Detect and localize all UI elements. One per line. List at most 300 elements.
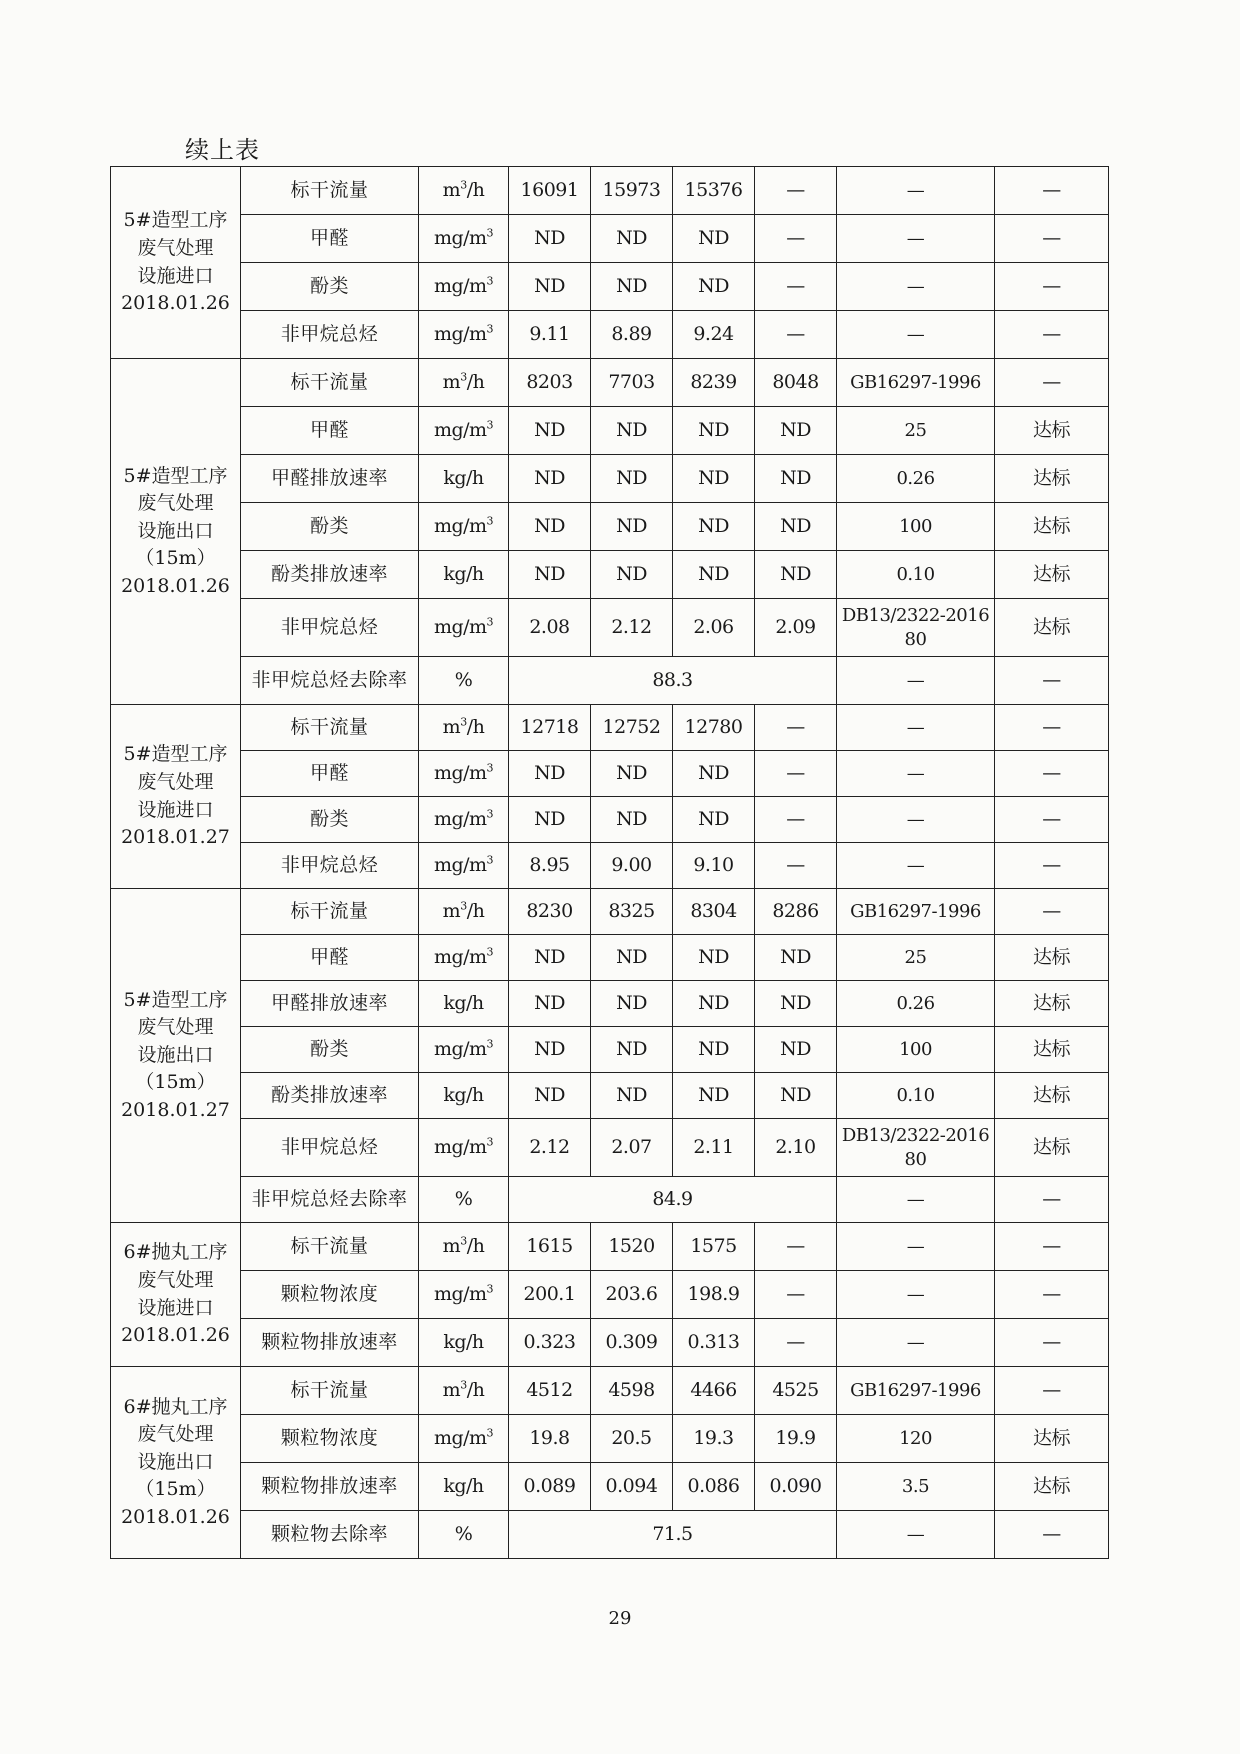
- standard-cell: [837, 263, 995, 311]
- value-cell: ND: [591, 503, 673, 551]
- value-cell: 8304: [673, 889, 755, 935]
- superscript: 3: [486, 945, 494, 959]
- item-cell: 颗粒物浓度: [241, 1271, 419, 1319]
- standard-cell: [837, 1463, 995, 1511]
- value-cell: 9.00: [591, 843, 673, 889]
- table-row: [111, 843, 1109, 889]
- standard-line: 25: [904, 946, 927, 968]
- standard-line: GB16297-1996: [850, 1379, 981, 1401]
- value-cell: 0.309: [591, 1319, 673, 1367]
- standard-cell: [837, 599, 995, 657]
- value-cell: 0.086: [673, 1463, 755, 1511]
- standard-cell: [837, 1511, 995, 1559]
- unit-cell: $m^3/h$: [419, 705, 509, 751]
- item-cell: 非甲烷总烃: [241, 1119, 419, 1177]
- value-cell: 9.11: [509, 311, 591, 359]
- value-cell: ND: [673, 797, 755, 843]
- item-cell: 颗粒物排放速率: [241, 1463, 419, 1511]
- value-cell: ND: [673, 935, 755, 981]
- result-cell: —: [995, 1223, 1109, 1271]
- item-cell: 酚类: [241, 797, 419, 843]
- item-cell: 甲醛排放速率: [241, 981, 419, 1027]
- standard-cell: [837, 551, 995, 599]
- superscript: 3: [486, 514, 494, 528]
- standard-cell: [837, 1177, 995, 1223]
- result-cell: —: [995, 1271, 1109, 1319]
- result-cell: —: [995, 797, 1109, 843]
- standard-line: 80: [904, 1148, 927, 1170]
- value-cell: ND: [509, 1073, 591, 1119]
- value-cell: —: [755, 797, 837, 843]
- value-cell: —: [755, 1319, 837, 1367]
- item-cell: 酚类: [241, 503, 419, 551]
- unit-cell: $mg/m^3$: [419, 407, 509, 455]
- site-line: 2018.01.26: [121, 1505, 230, 1528]
- table-row: [111, 1463, 1109, 1511]
- table-row: [111, 797, 1109, 843]
- result-cell: —: [995, 167, 1109, 215]
- table-row: [111, 215, 1109, 263]
- value-cell: 4598: [591, 1367, 673, 1415]
- superscript: 3: [486, 1426, 494, 1440]
- standard-line: —: [906, 1523, 925, 1545]
- standard-cell: [837, 705, 995, 751]
- standard-line: 100: [899, 1038, 932, 1060]
- standard-cell: [837, 1073, 995, 1119]
- value-cell: —: [755, 1271, 837, 1319]
- standard-line: DB13/2322-2016: [841, 605, 990, 627]
- superscript: 3: [460, 899, 467, 913]
- superscript: 3: [486, 1282, 494, 1296]
- table-row: [111, 263, 1109, 311]
- item-cell: 非甲烷总烃: [241, 311, 419, 359]
- value-cell: 2.07: [591, 1119, 673, 1177]
- item-cell: 非甲烷总烃去除率: [241, 1177, 419, 1223]
- standard-line: GB16297-1996: [850, 371, 981, 393]
- table-row: [111, 359, 1109, 407]
- result-cell: —: [995, 1177, 1109, 1223]
- value-cell: 203.6: [591, 1271, 673, 1319]
- monitoring-results-table: [110, 166, 1109, 1559]
- value-cell: 8325: [591, 889, 673, 935]
- standard-line: —: [906, 808, 925, 830]
- value-cell: ND: [755, 503, 837, 551]
- value-cell: 198.9: [673, 1271, 755, 1319]
- value-cell: 4512: [509, 1367, 591, 1415]
- value-cell: 12752: [591, 705, 673, 751]
- site-line: 废气处理: [137, 1268, 214, 1291]
- value-cell: ND: [673, 215, 755, 263]
- site-line: 设施进口: [137, 1296, 214, 1319]
- value-cell: 9.24: [673, 311, 755, 359]
- value-cell: 4525: [755, 1367, 837, 1415]
- table-row: [111, 503, 1109, 551]
- item-cell: 非甲烷总烃: [241, 599, 419, 657]
- item-cell: 非甲烷总烃去除率: [241, 657, 419, 705]
- standard-line: —: [906, 275, 925, 297]
- standard-line: DB13/2322-2016: [841, 1125, 990, 1147]
- site-cell: [111, 889, 241, 1223]
- value-cell: ND: [591, 407, 673, 455]
- item-cell: 甲醛: [241, 751, 419, 797]
- standard-cell: [837, 1271, 995, 1319]
- table-row: [111, 1319, 1109, 1367]
- unit-cell: $mg/m^3$: [419, 599, 509, 657]
- unit-cell: %: [419, 657, 509, 705]
- value-cell: ND: [591, 981, 673, 1027]
- value-cell: ND: [755, 1073, 837, 1119]
- superscript: 3: [486, 418, 494, 432]
- unit-cell: $mg/m^3$: [419, 751, 509, 797]
- result-cell: —: [995, 311, 1109, 359]
- value-cell: 8.89: [591, 311, 673, 359]
- standard-line: —: [906, 179, 925, 201]
- removal-rate-cell: 71.5: [509, 1511, 837, 1559]
- unit-cell: $m^3/h$: [419, 1367, 509, 1415]
- value-cell: ND: [591, 1073, 673, 1119]
- standard-line: —: [906, 1235, 925, 1257]
- standard-cell: [837, 1319, 995, 1367]
- unit-cell: kg/h: [419, 1319, 509, 1367]
- standard-line: —: [906, 1283, 925, 1305]
- standard-line: —: [906, 227, 925, 249]
- unit-cell: kg/h: [419, 455, 509, 503]
- site-line: 2018.01.27: [121, 1098, 230, 1121]
- standard-line: —: [906, 323, 925, 345]
- value-cell: ND: [509, 215, 591, 263]
- table-row: [111, 599, 1109, 657]
- value-cell: 15973: [591, 167, 673, 215]
- result-cell: —: [995, 889, 1109, 935]
- superscript: 3: [460, 178, 467, 192]
- value-cell: ND: [591, 751, 673, 797]
- value-cell: —: [755, 263, 837, 311]
- site-line: 2018.01.27: [121, 826, 230, 849]
- result-cell: 达标: [995, 1463, 1109, 1511]
- value-cell: ND: [509, 981, 591, 1027]
- value-cell: 0.090: [755, 1463, 837, 1511]
- value-cell: ND: [509, 751, 591, 797]
- value-cell: ND: [755, 1027, 837, 1073]
- result-cell: —: [995, 1319, 1109, 1367]
- value-cell: ND: [755, 981, 837, 1027]
- standard-line: —: [906, 669, 925, 691]
- value-cell: 8203: [509, 359, 591, 407]
- value-cell: —: [755, 311, 837, 359]
- table-row: [111, 1027, 1109, 1073]
- unit-cell: kg/h: [419, 981, 509, 1027]
- value-cell: 2.10: [755, 1119, 837, 1177]
- item-cell: 标干流量: [241, 705, 419, 751]
- value-cell: ND: [509, 797, 591, 843]
- value-cell: 8286: [755, 889, 837, 935]
- unit-cell: $mg/m^3$: [419, 503, 509, 551]
- value-cell: 7703: [591, 359, 673, 407]
- item-cell: 颗粒物排放速率: [241, 1319, 419, 1367]
- standard-line: 100: [899, 515, 932, 537]
- value-cell: ND: [673, 1027, 755, 1073]
- item-cell: 甲醛: [241, 935, 419, 981]
- site-cell: [111, 1367, 241, 1559]
- standard-cell: [837, 1223, 995, 1271]
- standard-line: GB16297-1996: [850, 900, 981, 922]
- value-cell: ND: [673, 981, 755, 1027]
- site-line: 设施出口: [137, 519, 214, 542]
- standard-cell: [837, 981, 995, 1027]
- unit-cell: $mg/m^3$: [419, 1119, 509, 1177]
- site-line: 5#造型工序: [123, 464, 228, 487]
- value-cell: 2.06: [673, 599, 755, 657]
- table-row: [111, 1415, 1109, 1463]
- site-line: 废气处理: [137, 1016, 214, 1039]
- value-cell: ND: [591, 215, 673, 263]
- unit-cell: $mg/m^3$: [419, 1415, 509, 1463]
- value-cell: 19.3: [673, 1415, 755, 1463]
- unit-cell: $mg/m^3$: [419, 215, 509, 263]
- standard-cell: [837, 751, 995, 797]
- value-cell: ND: [673, 1073, 755, 1119]
- unit-cell: $mg/m^3$: [419, 263, 509, 311]
- table-row: [111, 455, 1109, 503]
- value-cell: ND: [591, 797, 673, 843]
- site-line: 2018.01.26: [121, 292, 230, 315]
- table-row: [111, 167, 1109, 215]
- value-cell: 0.313: [673, 1319, 755, 1367]
- result-cell: 达标: [995, 981, 1109, 1027]
- result-cell: —: [995, 1367, 1109, 1415]
- standard-cell: [837, 407, 995, 455]
- standard-cell: [837, 797, 995, 843]
- value-cell: ND: [509, 551, 591, 599]
- result-cell: 达标: [995, 551, 1109, 599]
- value-cell: 20.5: [591, 1415, 673, 1463]
- superscript: 3: [486, 853, 494, 867]
- standard-line: —: [906, 1331, 925, 1353]
- unit-cell: $mg/m^3$: [419, 797, 509, 843]
- item-cell: 酚类排放速率: [241, 1073, 419, 1119]
- superscript: 3: [460, 1378, 467, 1392]
- value-cell: 8230: [509, 889, 591, 935]
- value-cell: ND: [509, 503, 591, 551]
- value-cell: 0.089: [509, 1463, 591, 1511]
- value-cell: ND: [673, 407, 755, 455]
- site-line: 5#造型工序: [123, 988, 228, 1011]
- result-cell: 达标: [995, 407, 1109, 455]
- superscript: 3: [486, 615, 494, 629]
- value-cell: 19.8: [509, 1415, 591, 1463]
- standard-line: 120: [899, 1427, 932, 1449]
- value-cell: ND: [509, 935, 591, 981]
- site-line: 2018.01.26: [121, 1324, 230, 1347]
- unit-cell: kg/h: [419, 1073, 509, 1119]
- table-row: [111, 981, 1109, 1027]
- value-cell: ND: [591, 263, 673, 311]
- value-cell: ND: [591, 935, 673, 981]
- item-cell: 标干流量: [241, 1367, 419, 1415]
- site-line: 废气处理: [137, 1423, 214, 1446]
- standard-line: 0.26: [896, 467, 935, 489]
- item-cell: 颗粒物浓度: [241, 1415, 419, 1463]
- value-cell: 1615: [509, 1223, 591, 1271]
- table-row: [111, 1511, 1109, 1559]
- value-cell: 8.95: [509, 843, 591, 889]
- site-line: 2018.01.26: [121, 574, 230, 597]
- item-cell: 标干流量: [241, 889, 419, 935]
- value-cell: ND: [509, 263, 591, 311]
- standard-cell: [837, 657, 995, 705]
- standard-line: 0.10: [896, 1084, 935, 1106]
- result-cell: 达标: [995, 1027, 1109, 1073]
- value-cell: ND: [673, 455, 755, 503]
- superscript: 3: [486, 226, 494, 240]
- superscript: 3: [486, 1037, 494, 1051]
- result-cell: —: [995, 751, 1109, 797]
- superscript: 3: [486, 807, 494, 821]
- value-cell: ND: [591, 455, 673, 503]
- unit-cell: $mg/m^3$: [419, 1271, 509, 1319]
- value-cell: 2.12: [509, 1119, 591, 1177]
- standard-cell: [837, 311, 995, 359]
- result-cell: 达标: [995, 1119, 1109, 1177]
- standard-cell: [837, 455, 995, 503]
- site-line: 6#抛丸工序: [123, 1241, 228, 1264]
- site-line: 设施出口: [137, 1450, 214, 1473]
- site-line: 5#造型工序: [123, 743, 228, 766]
- standard-line: 3.5: [901, 1475, 930, 1497]
- result-cell: —: [995, 263, 1109, 311]
- item-cell: 甲醛排放速率: [241, 455, 419, 503]
- superscript: 3: [460, 1234, 467, 1248]
- value-cell: ND: [509, 455, 591, 503]
- value-cell: ND: [509, 1027, 591, 1073]
- value-cell: —: [755, 1223, 837, 1271]
- result-cell: 达标: [995, 1073, 1109, 1119]
- standard-line: —: [906, 762, 925, 784]
- result-cell: —: [995, 657, 1109, 705]
- removal-rate-cell: 88.3: [509, 657, 837, 705]
- table-row: [111, 1177, 1109, 1223]
- superscript: 3: [486, 1135, 494, 1149]
- unit-cell: $m^3/h$: [419, 1223, 509, 1271]
- superscript: 3: [460, 370, 467, 384]
- table-row: [111, 1073, 1109, 1119]
- removal-rate-cell: 84.9: [509, 1177, 837, 1223]
- site-cell: [111, 167, 241, 359]
- value-cell: 0.094: [591, 1463, 673, 1511]
- value-cell: 19.9: [755, 1415, 837, 1463]
- table-row: [111, 1271, 1109, 1319]
- standard-cell: [837, 359, 995, 407]
- site-cell: [111, 359, 241, 705]
- standard-cell: [837, 1119, 995, 1177]
- site-line: （15m）: [135, 547, 216, 570]
- value-cell: 12718: [509, 705, 591, 751]
- unit-cell: $m^3/h$: [419, 359, 509, 407]
- result-cell: 达标: [995, 935, 1109, 981]
- site-line: 废气处理: [137, 492, 214, 515]
- site-line: 5#造型工序: [123, 209, 228, 232]
- table-row: [111, 407, 1109, 455]
- site-line: （15m）: [135, 1478, 216, 1501]
- superscript: 3: [486, 274, 494, 288]
- standard-cell: [837, 215, 995, 263]
- site-line: （15m）: [135, 1071, 216, 1094]
- value-cell: ND: [673, 751, 755, 797]
- table-row: [111, 935, 1109, 981]
- value-cell: 2.12: [591, 599, 673, 657]
- result-cell: —: [995, 215, 1109, 263]
- value-cell: ND: [509, 407, 591, 455]
- value-cell: ND: [755, 935, 837, 981]
- value-cell: 200.1: [509, 1271, 591, 1319]
- standard-cell: [837, 1027, 995, 1073]
- unit-cell: $m^3/h$: [419, 167, 509, 215]
- unit-cell: $m^3/h$: [419, 889, 509, 935]
- value-cell: ND: [755, 407, 837, 455]
- unit-cell: kg/h: [419, 1463, 509, 1511]
- site-cell: [111, 705, 241, 889]
- table-row: [111, 551, 1109, 599]
- result-cell: 达标: [995, 599, 1109, 657]
- value-cell: 1575: [673, 1223, 755, 1271]
- table-row: [111, 1223, 1109, 1271]
- standard-cell: [837, 935, 995, 981]
- value-cell: ND: [673, 551, 755, 599]
- value-cell: 12780: [673, 705, 755, 751]
- item-cell: 酚类: [241, 263, 419, 311]
- value-cell: 1520: [591, 1223, 673, 1271]
- item-cell: 标干流量: [241, 167, 419, 215]
- site-line: 设施进口: [137, 264, 214, 287]
- site-cell: [111, 1223, 241, 1367]
- value-cell: ND: [591, 551, 673, 599]
- value-cell: 2.08: [509, 599, 591, 657]
- item-cell: 标干流量: [241, 359, 419, 407]
- table-row: [111, 751, 1109, 797]
- unit-cell: $mg/m^3$: [419, 311, 509, 359]
- value-cell: 16091: [509, 167, 591, 215]
- standard-line: —: [906, 854, 925, 876]
- unit-cell: $mg/m^3$: [419, 935, 509, 981]
- site-line: 设施进口: [137, 798, 214, 821]
- standard-line: 0.10: [896, 563, 935, 585]
- site-line: 废气处理: [137, 236, 214, 259]
- value-cell: ND: [673, 263, 755, 311]
- value-cell: 4466: [673, 1367, 755, 1415]
- standard-line: 0.26: [896, 992, 935, 1014]
- standard-cell: [837, 843, 995, 889]
- item-cell: 酚类排放速率: [241, 551, 419, 599]
- value-cell: ND: [591, 1027, 673, 1073]
- unit-cell: %: [419, 1177, 509, 1223]
- site-line: 设施出口: [137, 1043, 214, 1066]
- standard-line: 80: [904, 628, 927, 650]
- standard-line: 25: [904, 419, 927, 441]
- value-cell: 2.11: [673, 1119, 755, 1177]
- value-cell: ND: [673, 503, 755, 551]
- page-number: 29: [608, 1608, 632, 1629]
- value-cell: —: [755, 167, 837, 215]
- result-cell: —: [995, 705, 1109, 751]
- site-line: 6#抛丸工序: [123, 1395, 228, 1418]
- value-cell: —: [755, 843, 837, 889]
- table-row: [111, 705, 1109, 751]
- standard-line: —: [906, 1188, 925, 1210]
- value-cell: —: [755, 751, 837, 797]
- value-cell: 0.323: [509, 1319, 591, 1367]
- value-cell: —: [755, 215, 837, 263]
- standard-cell: [837, 1367, 995, 1415]
